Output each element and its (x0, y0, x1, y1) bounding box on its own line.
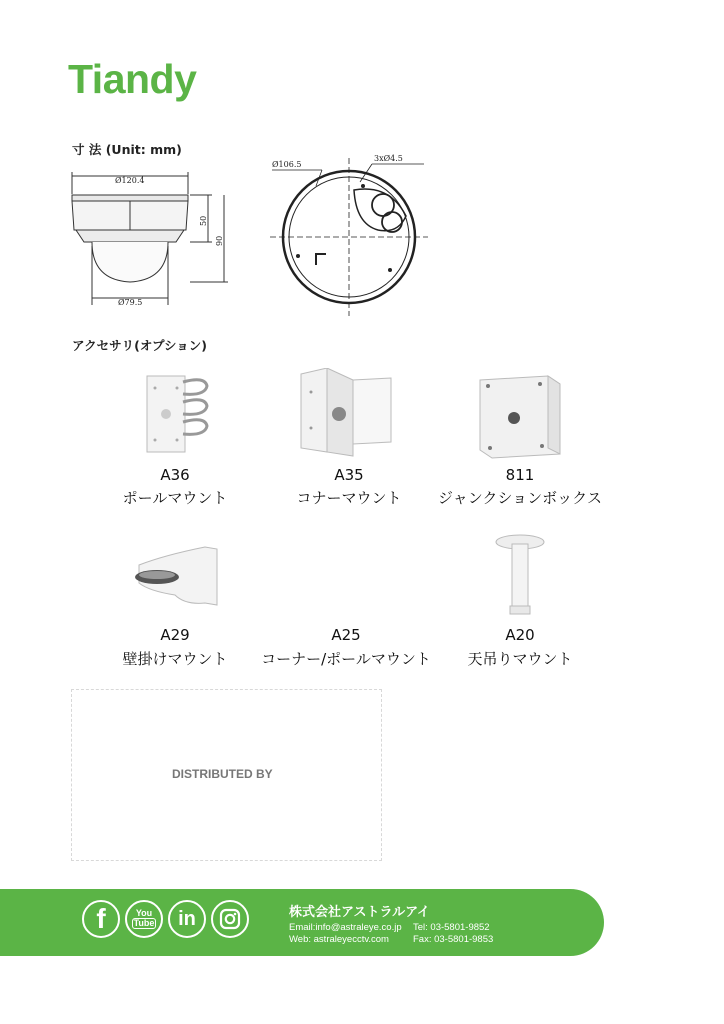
fax-text: Fax: 03-5801-9853 (413, 934, 494, 945)
accessory-name: 天吊りマウント (467, 650, 573, 668)
ceiling-mount-image (470, 530, 570, 620)
instagram-icon[interactable] (211, 900, 249, 938)
accessory-code: A20 (505, 626, 535, 644)
youtube-bottom-text: Tube (133, 918, 155, 928)
linkedin-icon[interactable]: in (168, 900, 206, 938)
accessory-code: A36 (160, 466, 190, 484)
top-diameter-label: Ø106.5 (272, 160, 302, 169)
footer-bar (0, 889, 604, 956)
tel-text: Tel: 03-5801-9852 (413, 922, 490, 933)
side-bottom-label: Ø79.5 (118, 298, 143, 307)
accessories-title: アクセサリ(オプション) (72, 338, 207, 353)
accessory-name: コーナー/ポールマウント (261, 650, 431, 668)
facebook-icon[interactable]: f (82, 900, 120, 938)
pole-mount-image (125, 368, 225, 458)
distributor-box (71, 689, 382, 861)
top-holes-label: 3xØ4.5 (374, 154, 403, 163)
instagram-glyph (219, 908, 241, 930)
company-name: 株式会社アストラルアイ (289, 905, 430, 920)
accessory-name: コナーマウント (296, 489, 402, 507)
accessory-code: A35 (334, 466, 364, 484)
web-text[interactable]: Web: astraleyecctv.com (289, 934, 389, 945)
accessory-code: A25 (331, 626, 361, 644)
distributed-by-label: DISTRIBUTED BY (172, 767, 273, 781)
side-body-height-label: 50 (199, 215, 208, 226)
accessory-code: 811 (505, 466, 535, 484)
accessory-name: 壁掛けマウント (122, 650, 228, 668)
accessory-name: ジャンクションボックス (438, 489, 602, 507)
junction-box-image (470, 370, 570, 460)
side-width-label: Ø120.4 (115, 176, 145, 185)
accessory-code: A29 (160, 626, 190, 644)
side-total-height-label: 90 (215, 235, 224, 246)
tiandy-logo: Tiandy (68, 56, 197, 102)
wall-mount-image (125, 538, 225, 628)
email-text[interactable]: Email:info@astraleye.co.jp (289, 922, 402, 933)
accessory-name: ポールマウント (122, 489, 228, 507)
dimensions-title: 寸 法 (Unit: mm) (72, 142, 182, 157)
youtube-icon[interactable] (125, 900, 163, 938)
corner-mount-image (299, 368, 399, 458)
youtube-top-text: You (135, 908, 153, 918)
dimension-drawing (60, 150, 440, 320)
